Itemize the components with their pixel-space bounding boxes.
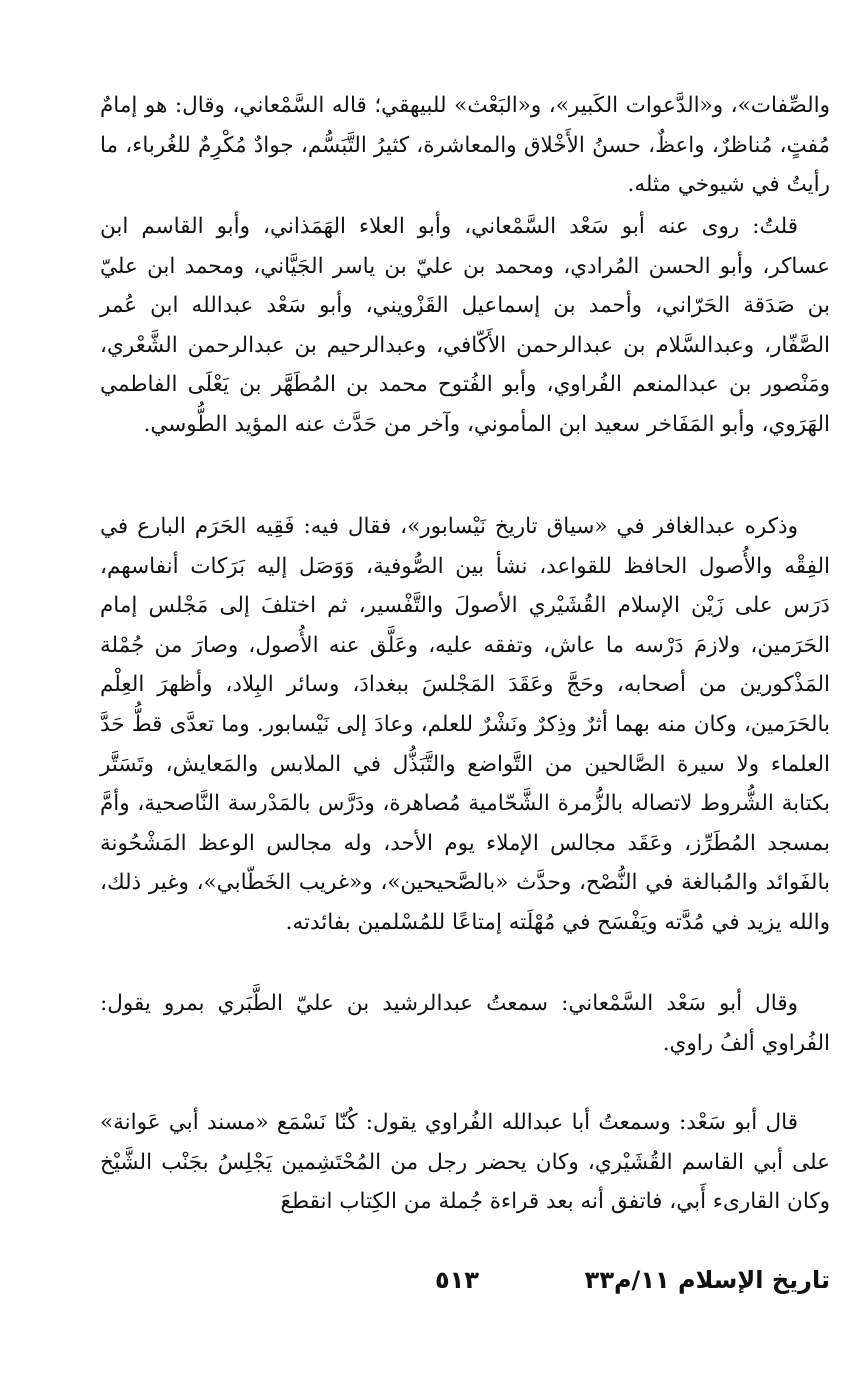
running-title: تاريخ الإسلام ١١/م٣٣ [584,1266,830,1294]
paragraph-5: قال أبو سَعْد: وسمعتُ أبا عبدالله الفُراوي يقول: كُنّا نَسْمَع «مسند أبي عَوانة» على أبي القاسم القُشَيْري، وكان يحضر رجل من المُحْتَشِمين يَجْلِسُ بجَنْب الشَّيْخ وكان القارىء أَبي، فاتفق أنه بعد قراءة جُملة من الكِتاب انقطعَ [100,1110,830,1215]
paragraph-2: قلتُ: روى عنه أبو سَعْد السَّمْعاني، وأبو العلاء الهَمَذاني، وأبو القاسم ابن عساكر، وأبو الحسن المُرادي، ومحمد بن عليّ بن ياسر الجَيَّاني، ومحمد ابن عليّ بن صَدَقة الحَرّاني، وأحمد بن إسماعيل القَزْويني، وأبو سَعْد عبدالله ابن عُمر الصَّفّار، وعبدالسَّلام بن عبدالرحمن الأَكّافي، وعبدالرحيم بن عبدالرحمن الشَّعْري، ومَنْصور بن عبدالمنعم الفُراوي، وأبو الفُتوح محمد بن المُطَهَّر بن يَعْلَى الفاطمي الهَرَوي، وأبو المَفَاخر سعيد ابن المأموني، وآخر من حَدَّث عنه المؤيد الطُّوسي. [100,214,830,437]
page-footer [100,1260,830,1310]
text-block-narrators [100,207,830,445]
page-number: ٥١٣ [435,1266,479,1294]
paragraph-4: وقال أبو سَعْد السَّمْعاني: سمعتُ عبدالرشيد بن عليّ الطَّبَري بمرو يقول: الفُراوي ألفُ راوي. [100,991,830,1056]
text-block-samani-quote [100,984,830,1063]
text-block-abdulghafir [100,507,830,943]
text-block-abu-saad [100,1103,830,1222]
text-block-continuation [100,86,830,205]
paragraph-1: والصِّفات»، و«الدَّعوات الكَبير»، و«البَعْث» للبيهقي؛ قاله السَّمْعاني، وقال: هو إمامٌ مُفتٍ، مُناظرٌ، واعظٌ، حسنُ الأَخْلاق والمعاشرة، كثيرُ التَّبَسُّم، جوادٌ مُكْرِمٌ للغُرباء، ما رأيتُ في شيوخي مثله. [100,93,830,198]
paragraph-3: وذكره عبدالغافر في «سياق تاريخ نَيْسابور»، فقال فيه: فَقِيه الحَرَم البارع في الفِقْه والأُصول الحافظ للقواعد، نشأ بين الصُّوفية، وَوَصَل إليه بَرَكات أنفاسهم، دَرَس على زَيْن الإسلام القُشَيْري الأصولَ والتَّفْسير، ثم اختلفَ إلى مَجْلس إمام الحَرَمين، ولازمَ دَرْسه ما عاش، وتفقه عليه، وعَلَّق عنه الأُصول، وصارَ من جُمْلة المَذْكورين من أصحابه، وحَجَّ وعَقَدَ المَجْلسَ ببغدادَ، وسائر البِلاد، وأظهرَ العِلْم بالحَرَمين، وكان منه بهما أثرٌ وذِكرٌ ونَشْرٌ للعلم، وعادَ إلى نَيْسابور. وما تعدَّى قطُّ حَدَّ العلماء ولا سيرة الصَّالحين من التَّواضع والتَّبَذُّل في الملابس والمَعايش، وتَسَتَّر بكتابة الشُّروط لاتصاله بالزُّمرة الشَّحّامية مُصاهرة، ودَرَّس بالمَدْرسة النَّاصحية، وأمَّ بمسجد المُطَرِّز، وعَقَد مجالس الإملاء يوم الأحد، وله مجالس الوعظ المَشْحُونة بالفَوائد والمُبالغة في النُّصْح، وحدَّث «بالصَّحيحين»، و«غريب الخَطّابي»، وغير ذلك، والله يزيد في مُدَّته ويَفْسَح في مُهْلَته إمتاعًا للمُسْلمين بفائدته. [100,514,830,935]
